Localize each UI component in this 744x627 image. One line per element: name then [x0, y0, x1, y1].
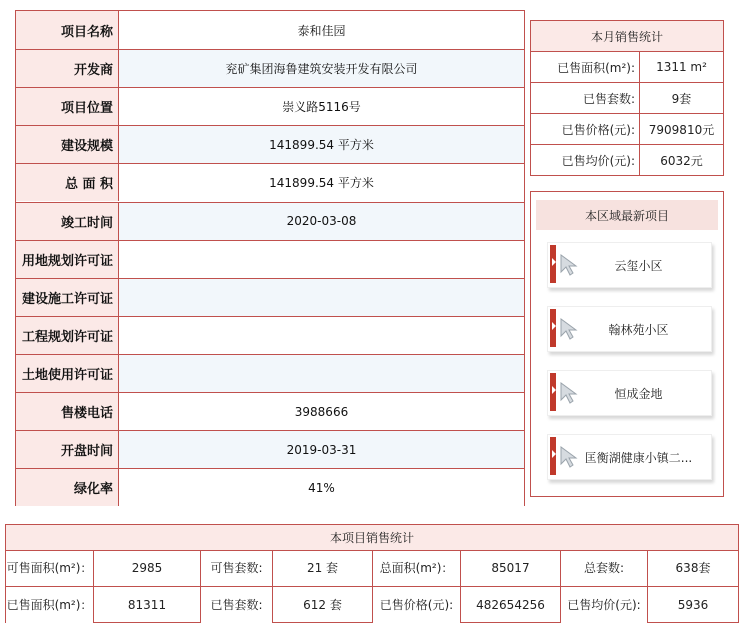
red-flag-icon — [550, 309, 556, 347]
developer-row — [16, 49, 524, 87]
sold-price-label: 已售价格(元): — [373, 587, 461, 623]
latest-projects-title: 本区域最新项目 — [536, 200, 718, 230]
red-flag-icon — [550, 245, 556, 283]
land-certificate-row — [16, 354, 524, 392]
latest-project-name[interactable]: 翰林苑小区 — [608, 322, 669, 337]
latest-project-item[interactable] — [547, 434, 712, 480]
project-sales-title: 本项目销售统计 — [6, 525, 738, 551]
sold-area-label: 已售面积(m²)： — [6, 587, 94, 623]
total-units-value: 638套 — [675, 561, 711, 575]
monthly-avg-price-row — [531, 145, 723, 176]
project-stats-row-available — [6, 551, 738, 587]
land-use-permit-row — [16, 240, 524, 278]
land-use-permit-value — [119, 241, 524, 278]
project-stats-row-sold — [6, 587, 738, 623]
available-area-value: 2985 — [94, 551, 201, 586]
sold-units-label: 已售套数: — [201, 587, 273, 623]
sales-phone-row — [16, 392, 524, 430]
red-flag-icon — [550, 373, 556, 411]
red-flag-icon — [550, 437, 556, 475]
sold-price-value: 482654256 — [461, 587, 561, 623]
project-location-label: 项目位置 — [16, 88, 119, 125]
latest-project-item[interactable] — [547, 370, 712, 416]
total-area-row — [16, 163, 524, 201]
land-use-permit-label: 用地规划许可证 — [16, 241, 119, 278]
monthly-sold-area-row — [531, 52, 723, 83]
project-name-row — [16, 11, 524, 49]
project-location-value: 崇义路5116号 — [119, 88, 524, 125]
latest-projects-panel — [530, 191, 724, 497]
total-area-value: 141899.54 平方米 — [119, 164, 524, 201]
land-certificate-value — [119, 355, 524, 392]
build-scale-value: 141899.54 平方米 — [119, 126, 524, 163]
project-sales-stats — [5, 524, 739, 623]
monthly-avg-price-label: 已售均价(元): — [531, 145, 640, 176]
monthly-sold-price-row — [531, 114, 723, 145]
avg-price-value: 5936 — [677, 597, 709, 612]
project-name-value: 泰和佳园 — [119, 11, 524, 49]
available-units-label: 可售套数: — [201, 551, 273, 586]
completion-date-label: 竣工时间 — [16, 203, 119, 240]
developer-label: 开发商 — [16, 50, 119, 87]
total-area-label: 总 面 积 — [16, 164, 119, 201]
engineering-permit-row — [16, 316, 524, 354]
monthly-avg-price-value: 6032元 — [660, 154, 703, 168]
opening-date-row — [16, 430, 524, 468]
monthly-sold-area-value: 1311 m² — [656, 60, 707, 74]
total-area-value: 85017 — [461, 551, 561, 586]
build-scale-label: 建设规模 — [16, 126, 119, 163]
latest-project-item[interactable] — [547, 306, 712, 352]
available-units-value: 21 套 — [273, 551, 373, 586]
total-units-label: 总套数: — [561, 551, 648, 586]
total-area-label: 总面积(m²)： — [373, 551, 461, 586]
construction-permit-row — [16, 278, 524, 316]
latest-project-item[interactable] — [547, 242, 712, 288]
greening-rate-row — [16, 468, 524, 506]
latest-project-name[interactable]: 恒成金地 — [614, 386, 663, 401]
monthly-sales-stats — [530, 20, 724, 176]
monthly-sold-units-label: 已售套数: — [531, 83, 640, 113]
monthly-sold-units-value: 9套 — [671, 91, 692, 106]
engineering-permit-label: 工程规划许可证 — [16, 317, 119, 354]
monthly-sales-title: 本月销售统计 — [531, 21, 723, 52]
sales-phone-value: 3988666 — [119, 393, 524, 430]
developer-value: 兖矿集团海鲁建筑安装开发有限公司 — [119, 50, 524, 87]
monthly-sold-price-label: 已售价格(元): — [531, 114, 640, 144]
completion-date-value: 2020-03-08 — [119, 203, 524, 240]
latest-project-name[interactable]: 云玺小区 — [614, 258, 663, 273]
latest-project-name[interactable]: 匡衡湖健康小镇二... — [584, 450, 693, 465]
project-location-row — [16, 87, 524, 125]
monthly-sold-area-label: 已售面积(m²): — [531, 52, 640, 82]
construction-permit-label: 建设施工许可证 — [16, 279, 119, 316]
greening-rate-value: 41% — [119, 469, 524, 506]
sales-phone-label: 售楼电话 — [16, 393, 119, 430]
opening-date-label: 开盘时间 — [16, 431, 119, 468]
monthly-sold-price-value: 7909810元 — [648, 122, 715, 137]
opening-date-value: 2019-03-31 — [119, 431, 524, 468]
sold-units-value: 612 套 — [273, 587, 373, 623]
project-name-label: 项目名称 — [16, 11, 119, 49]
completion-date-row — [16, 202, 524, 240]
monthly-sold-units-row — [531, 83, 723, 114]
project-info-table — [15, 10, 525, 506]
sold-area-value: 81311 — [94, 587, 201, 623]
build-scale-row — [16, 125, 524, 163]
avg-price-label: 已售均价(元): — [561, 587, 648, 623]
land-certificate-label: 土地使用许可证 — [16, 355, 119, 392]
engineering-permit-value — [119, 317, 524, 354]
greening-rate-label: 绿化率 — [16, 469, 119, 506]
construction-permit-value — [119, 279, 524, 316]
available-area-label: 可售面积(m²)： — [6, 551, 94, 586]
